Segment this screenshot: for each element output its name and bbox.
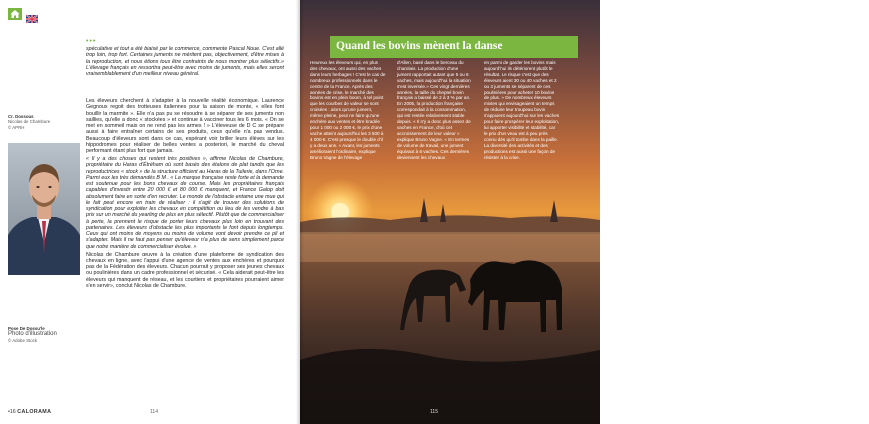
magazine-name: CALORAMA — [17, 409, 52, 415]
article-column-intro — [86, 46, 284, 79]
decor-dots: ••• — [86, 38, 97, 45]
home-icon[interactable] — [8, 8, 22, 20]
caption-title: Photo d'illustration — [8, 331, 57, 338]
page-number-left: 114 — [150, 409, 158, 415]
caption-label: Pose De Dossu'le — [8, 326, 45, 331]
page-number-right: 115 — [430, 409, 438, 415]
issue-number: •16 — [8, 409, 16, 415]
right-column-2: d'Allen, basé dans le berceau du charolais. La production d'une jument rapportait autant que 5 ou 6 vaches, mais aujourd'hui la situation s'est inversée.» Ces vingt dernières années, la taille du cheptel bovin français a baissé de 2 à 3 % par an. En 2005, la production française correspondait à la consommation, qui est restée relativement stable depuis. « Il n'y a donc plus assez de vaches en France, d'où cet accroissement de leur valeur » explique Bruno Vagne. « En termes de volume de travail, une jument équivaut à 6 vaches. Ces dernières deviennent les chevaux — [397, 60, 471, 160]
caption-credit: © APRH — [8, 124, 25, 130]
uk-flag-icon[interactable] — [26, 10, 38, 18]
caption-credit: © Adobe Stock — [8, 338, 38, 344]
left-page — [0, 0, 300, 424]
right-column-3: en parmi de garder les bovins mais aujourd'hui ils détériorent plutôt le résultat. Le risque c'est que des éleveurs aient 30 ou 40 vaches et 2 ou 3 juments se séparent de ces poulinières pour acheter 10 bovins de plus. » De nombreux éleveurs mixtes qui envisageaient un temps de réduire leur troupeau bovin s'appuient aujourd'hui sur les vaches pour faire prospérer leur exploitation, lui apporter visibilité et stabilité, car le prix d'un veau est à peu près connu dès qu'il tombe dans la paille. La diversité des activités et des productions est aussi une façon de résister à la crise. — [484, 60, 560, 160]
issue-number: •16 — [835, 415, 843, 421]
paragraph-1: spéculative et tout a été biaisé par le commerce, commente Pascal Noue. C'est allé trop loin, trop fort. Certaines juments ne méritent pas, objectivement, d'être mises à la reproduction, et nous étions tous être contraints de nous montrer plus sélectifs.» L'élevage français en ressortira peut-être avec moins de juments, mais elles seront vraisemblablement d'un meilleur niveau général. — [86, 46, 284, 77]
page-gutter — [296, 0, 304, 424]
photo-caption-portrait — [8, 114, 78, 130]
magazine-name: CALORAMA — [835, 409, 869, 415]
portrait-photo — [8, 143, 80, 275]
folio-left — [8, 409, 51, 415]
article-column-main — [86, 98, 284, 291]
paragraph-3: « Il y a des choses qui restent très positives », affirme Nicolas de Chambure, propriétaire du Haras d'Étréham où sont basés des étalons de plat tandis que les reproductrices « stock » de la structure officient au Haras de la Tuilerie, dans l'Orne. Parmi eux les très demandés B M . « La marque française reste forte et la demande est soutenue pour les bons chevaux de course. Mais les propriétaires français capables d'investir entre 20 000 € et 80 000 € manquent, et France Galop doit absolument faire en sorte d'en recruter. Le monde de l'obstacle entame une mue qui le fait peut encore en train de réaliser : il s'agit de trouver des solutions de syndication pour exploiter les chevaux en compétition ou lieu de les vendre à bas prix sur un marché du yearling de plus en plus sélectif. Plutôt que de commercialiser à perte, la prennent le risque de porter leurs chevaux plus loin en trouvant des partenaires. Les éleveurs d'obstacle les plus importants le font depuis longtemps. Ceux qui ont moins de moyens ou moins de volume vont devoir prendre ce pli et s'adapter. Mais il ne faut pas penser qu'éleveur n'a plus de sens simplement parce que notre manière de commercialiser évolue. » — [86, 156, 284, 250]
paragraph-2: Les éleveurs cherchent à s'adapter à la nouvelle réalité économique. Laurence Gegnoux regoit des trotteuses italiennes pour la saison de monte, « elles font bouillir la marmite ». Elle n'a pas pu se résoudre à se séparer de ses juments non saillies, qu'elle a donc « stockées » et continue à vacciner tous les 6 mois. « On se met en sommeil mais on ne rend pas les armes ! » L'éleveuse de D C se prépare aussi à faire entraîner certains de ses produits, ceux qu'elle n'a pas vendus. Beaucoup d'éleveurs sont dans ce cas, espérant voir briller leurs élèves sur les hippodromes pour réaliser de belles ventes a posteriori, le marché du cheval performant étant plus fort que jamais. — [86, 98, 284, 154]
right-column-1: Heureux les éleveurs qui, en plus des chevaux, ont aussi des vaches dans leurs herbages ! C'est le cas de nombreux professionnels dans le centre de la France. Après des années de crise, le marché des bovins est en plein boom, à tel point que les courbes de valeur se sont croisées : alors qu'une jument, même pleine, peut ne faire qu'une enchère aux ventes et être bradée pour 1 000 ou 2 000 €, le prix d'une vache atteint aujourd'hui les 3 500 à 4 000 €. C'est presque le double d'il y a deux ans. « Avant, les juments amélioraient l'ordinaire, explique Bruno Vagne de l'élevage — [310, 60, 386, 160]
caption-name: Nicolas de Chambure — [8, 119, 51, 125]
photo-caption-illustration — [8, 326, 78, 344]
headline: Quand les bovins mènent la danse — [336, 40, 503, 52]
caption-label: Cr. Dossous — [8, 114, 34, 119]
paragraph-4: Nicolas de Chambure œuvre à la création d'une plateforme de syndication des chevaux en ligne, avec l'appui d'une agence de ventes aux enchères et pourquoi pas de la Fédération des éleveurs. Chacun pourrait y proposer ses jeunes chevaux ou poulinières dans un cadre professionnel et sécurisé. « Cela aiderait peut-être les éleveurs qui manquent de réseau, et les courtiers et propriétaires pourraient aimer s'en servir», conclut Nicolas de Chambure. — [86, 251, 284, 289]
folio-right — [835, 409, 869, 421]
